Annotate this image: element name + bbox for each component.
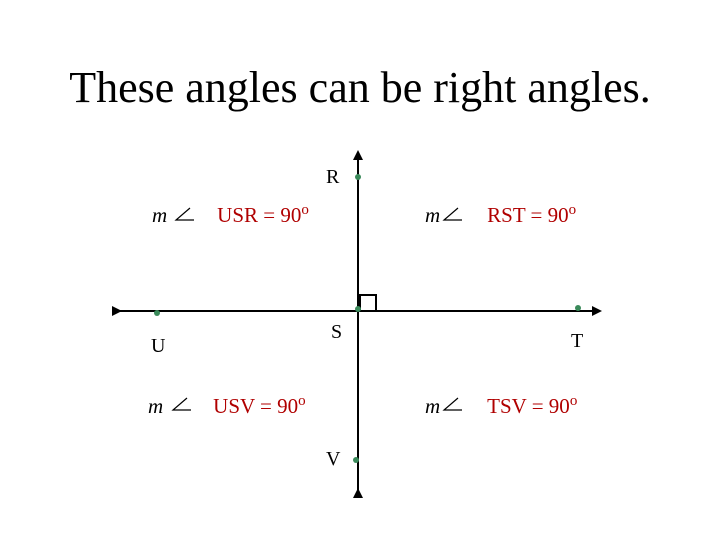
measure-m: m [148,394,164,418]
measure-m: m [425,203,441,227]
point-r [355,174,361,180]
point-label-t: T [571,330,584,352]
measure-text: RST = 90 [487,203,569,227]
measure-tsv [425,394,577,417]
measure-usr [152,203,309,226]
point-label-u: U [151,335,166,357]
measure-usv [148,394,306,417]
degree-symbol: o [298,393,306,409]
point-label-v: V [326,448,341,470]
point-u [154,310,160,316]
point-t [575,305,581,311]
point-label-r: R [326,166,340,188]
degree-symbol: o [301,202,309,218]
point-label-s: S [331,321,343,343]
degree-symbol: o [569,393,578,409]
measure-m: m [152,203,168,227]
measure-text: TSV = 90 [487,394,570,418]
measure-text: USR = 90 [217,203,302,227]
measure-m: m [425,394,441,418]
point-s [355,306,361,312]
measure-text: USV = 90 [213,394,299,418]
slide-title: These angles can be right angles. [69,63,651,112]
point-v [353,457,359,463]
degree-symbol: o [568,202,577,218]
right-angle-mark [360,295,376,311]
measure-rst [425,203,576,226]
